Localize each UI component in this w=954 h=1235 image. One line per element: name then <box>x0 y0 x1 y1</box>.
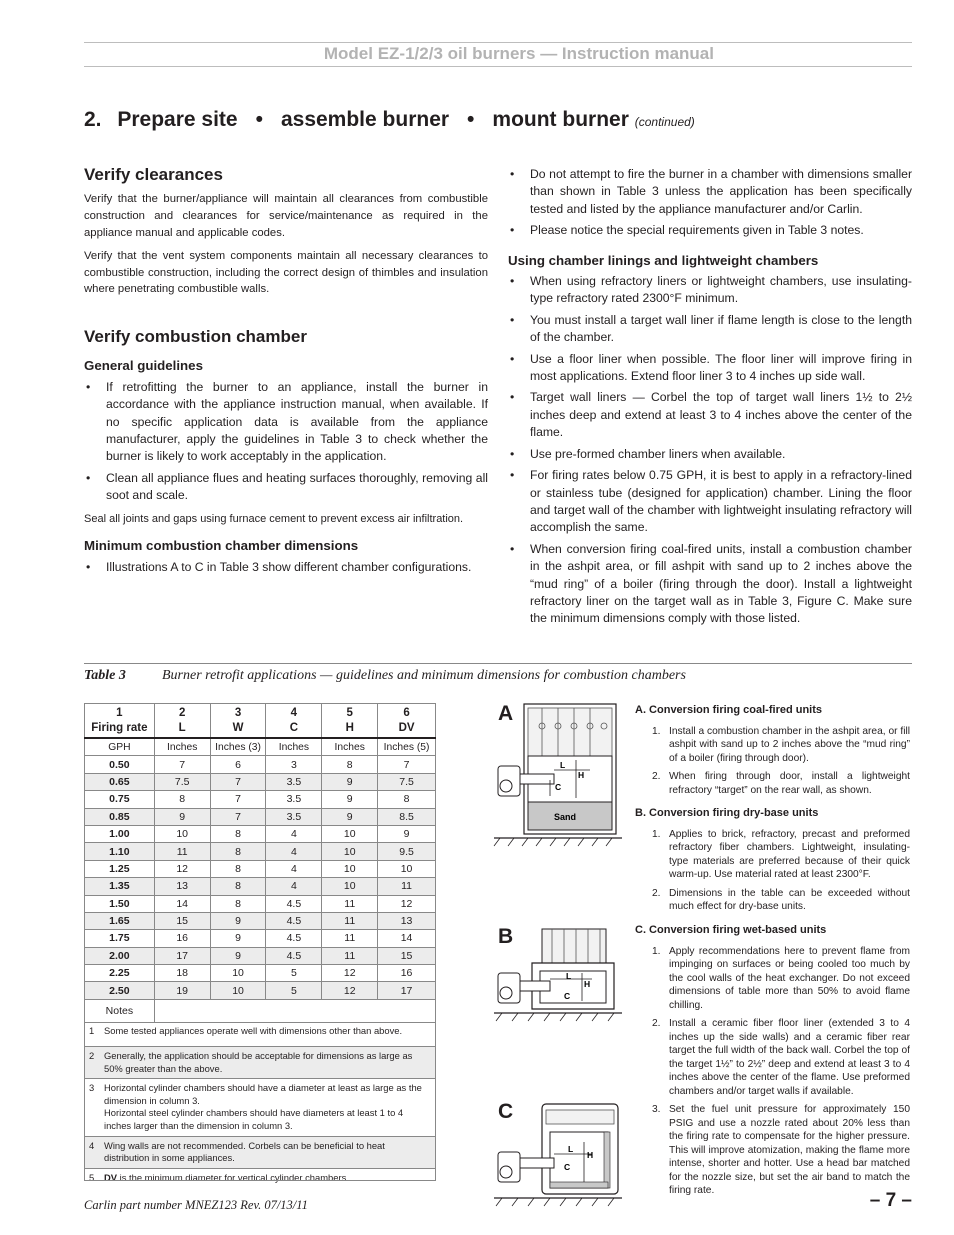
table-cell: 4.5 <box>266 895 322 912</box>
table-cell: 2.00 <box>85 947 155 964</box>
note-5: 5 DV is the minimum diameter for vertical cylinder chambers. <box>89 1171 349 1183</box>
table-cell: 8 <box>210 825 266 842</box>
table-header-cell: 5 H <box>322 704 378 739</box>
table-cell: 3.5 <box>266 808 322 825</box>
min-dimensions-list <box>84 559 488 576</box>
header-title: Model EZ-1/2/3 oil burners — Instruction manual <box>323 44 714 63</box>
list-item: • Target wall liners — Corbel the top of target wall liners 1½ to 2½ inches deep and extend at least 3 to 4 inches above the center of the flame. <box>508 389 912 441</box>
table-cell: 11 <box>322 947 378 964</box>
table-cell: 4 <box>266 843 322 860</box>
dim-label-l: L <box>568 1144 574 1154</box>
list-item: 1. Install a combustion chamber in the ashpit area, or fill ashpit with sand up to 2 inches above the “mud ring” of a boiler (firing through door). <box>652 725 910 764</box>
table-cell: 9 <box>210 947 266 964</box>
table-cell: 0.65 <box>85 773 155 790</box>
table-cell: 5 <box>266 982 322 999</box>
table-cell: 8 <box>210 878 266 895</box>
table-cell: 12 <box>154 860 210 877</box>
list-item: • If retrofitting the burner to an appliance, install the burner in accordance with the appliance instruction manual, when available. If no specific application data is available from the appliance manufacturer, apply the guidelines in Table 3 to check whether the burner is likely to work acceptably in the application. <box>84 379 488 466</box>
clearances-paragraph-1: Verify that the burner/appliance will maintain all clearances from combustible construction and clearances for service/maintenance as required in the appliance manual and applicable codes. <box>84 193 488 239</box>
section-part-1: Prepare site <box>117 108 238 131</box>
table-cell: 2.50 <box>85 982 155 999</box>
heading-min-dimensions: Minimum combustion chamber dimensions <box>84 538 359 554</box>
table-row <box>85 878 436 895</box>
table-cell: 6 <box>210 756 266 773</box>
dim-label-c: C <box>564 1162 571 1172</box>
note-3: 3 Horizontal cylinder chambers should have a diameter at least as large as the dimension in column 3. Horizontal steel cylinder chambers should have diameters at least 1 to 4 inches larger than the dimension in column 3. <box>84 1079 436 1136</box>
table-cell: 11 <box>322 912 378 929</box>
table-caption-text: Burner retrofit applications — guidelines and minimum dimensions for combustion chambers <box>162 668 686 683</box>
table-cell: 9 <box>210 912 266 929</box>
table-header-cell: 6 DV <box>378 704 436 739</box>
table-3 <box>84 703 436 1023</box>
figure-b-dry-base <box>492 925 624 1025</box>
table-notes-row <box>85 999 436 1022</box>
application-c <box>635 924 910 1204</box>
note-2: 2 Generally, the application should be acceptable for dimensions as large as 50% greater than the above. <box>84 1047 436 1079</box>
notes-blank <box>154 999 435 1022</box>
table-cell: 11 <box>322 895 378 912</box>
list-item: 2. Install a ceramic fiber floor liner (extended 3 to 4 inches up the side walls) and a ceramic fiber rear target the full width of the back wall. Corbel the top of the target 1½” to 2½” deep and extend at least 3 to 4 inches above the center of the flame. Use preformed chambers and/or target walls if available. <box>652 1018 910 1097</box>
table-cell: 8 <box>210 860 266 877</box>
dim-label-h: H <box>578 770 585 780</box>
clearances-paragraph-2: Verify that the vent system components maintain all necessary clearances to combustible construction, including the correct design of thimbles and insulation where penetrating combustible walls. <box>84 250 488 296</box>
table-cell: Inches (5) <box>378 738 436 756</box>
table-cell: 9 <box>322 791 378 808</box>
table-label: Table 3 <box>84 668 126 683</box>
table-cell: 8 <box>322 756 378 773</box>
table-cell: 11 <box>154 843 210 860</box>
table-cell: 11 <box>322 930 378 947</box>
table-cell: 16 <box>154 930 210 947</box>
table-cell: 10 <box>210 982 266 999</box>
table-cell: 13 <box>154 878 210 895</box>
table-row <box>85 756 436 773</box>
application-a-list <box>635 725 910 798</box>
table-cell: 9 <box>210 930 266 947</box>
table-cell: 9 <box>322 773 378 790</box>
table-cell: 7 <box>378 756 436 773</box>
table-row <box>85 860 436 877</box>
list-item: • Use pre-formed chamber liners when available. <box>508 446 912 463</box>
table-cell: 1.65 <box>85 912 155 929</box>
figure-letter-b: B <box>498 925 514 948</box>
list-item: • Clean all appliance flues and heating surfaces thoroughly, removing all soot and scale. <box>84 470 488 505</box>
table-cell: 9 <box>378 825 436 842</box>
table-cell: 4 <box>266 860 322 877</box>
table-cell: 7 <box>210 773 266 790</box>
table-units-row <box>85 738 436 756</box>
header-rule-top <box>84 42 912 43</box>
table-cell: 7.5 <box>154 773 210 790</box>
section-part-2: assemble burner <box>280 108 450 131</box>
list-item: • You must install a target wall liner if flame length is close to the length of the chamber. <box>508 312 912 347</box>
table-cell: Inches <box>266 738 322 756</box>
table-cell: 1.25 <box>85 860 155 877</box>
table-caption <box>84 668 686 684</box>
dim-label-c: C <box>564 991 571 1001</box>
table-cell: 14 <box>378 930 436 947</box>
table-cell: 4.5 <box>266 947 322 964</box>
left-column <box>84 166 488 580</box>
part-number: Carlin part number MNEZ123 Rev. 07/13/11 <box>84 1198 308 1212</box>
table-cell: 12 <box>378 895 436 912</box>
page-number: – 7 – <box>869 1190 912 1211</box>
general-guidelines-list <box>84 379 488 505</box>
table-row <box>85 843 436 860</box>
table-row <box>85 825 436 842</box>
heading-general-guidelines: General guidelines <box>84 358 203 374</box>
table-cell: 4 <box>266 878 322 895</box>
table-cell: 5 <box>266 965 322 982</box>
table-cell: 1.00 <box>85 825 155 842</box>
table-cell: 10 <box>210 965 266 982</box>
table-cell: Inches <box>322 738 378 756</box>
table-cell: 4.5 <box>266 912 322 929</box>
right-column <box>508 166 912 632</box>
table-cell: 8 <box>154 791 210 808</box>
table-cell: 8 <box>378 791 436 808</box>
figure-letter-a: A <box>498 702 514 725</box>
table-header-cell: 3 W <box>210 704 266 739</box>
table-row <box>85 912 436 929</box>
note-4: 4 Wing walls are not recommended. Corbels can be beneficial to heat distribution in some appliances. <box>84 1137 436 1169</box>
application-c-list <box>635 945 910 1198</box>
section-part-3: mount burner <box>492 108 629 131</box>
table-cell: 10 <box>322 878 378 895</box>
table-rule <box>84 663 912 664</box>
dim-label-h: H <box>584 979 591 989</box>
table-header-row <box>85 704 436 739</box>
table-cell: 2.25 <box>85 965 155 982</box>
list-item: • When conversion firing coal-fired units, install a combustion chamber in the ashpit area, or fill ashpit with sand up to 2 inches above the “mud ring” of a boiler (firing through the door). Install a lightweight refractory liner on the target wall as in Table 3, Figure C. Make sure the minimum dimensions comply with those listed. <box>508 541 912 628</box>
list-item: • For firing rates below 0.75 GPH, it is best to apply in a refractory-lined or stainless tube (designed for application) chamber. Lining the floor and target wall of the chamber with lightweight insulating refractory will accomplish the same. <box>508 467 912 537</box>
application-a-title: A. Conversion firing coal-fired units <box>635 704 823 716</box>
application-c-title: C. Conversion firing wet-based units <box>635 924 827 936</box>
list-item: • Illustrations A to C in Table 3 show different chamber configurations. <box>84 559 488 576</box>
list-item: • Do not attempt to fire the burner in a chamber with dimensions smaller than shown in Table 3 unless the application has been specifically tested and listed by the appliance manufacturer and/or Carlin. <box>508 166 912 218</box>
table-cell: 8 <box>210 843 266 860</box>
table-cell: 16 <box>378 965 436 982</box>
heading-chamber-linings: Using chamber linings and lightweight chambers <box>508 252 819 268</box>
application-a <box>635 704 910 803</box>
table-cell: 15 <box>154 912 210 929</box>
sand-label: Sand <box>554 812 577 822</box>
dim-label-l: L <box>560 760 566 770</box>
table-cell: 9 <box>154 808 210 825</box>
table-cell: 11 <box>378 878 436 895</box>
table-row <box>85 808 436 825</box>
list-item: 3. Set the fuel unit pressure for approximately 150 PSIG and use a nozzle rated about 20% less than the firing rate to compensate for the higher pressure. This will improve atomization, making the flame more intense, shorter and hotter. Use a head bar matched for the nozzle size, but set the air band to match the firing rate. <box>652 1104 910 1196</box>
table-cell: 3 <box>266 756 322 773</box>
seal-joints-text: Seal all joints and gaps using furnace cement to prevent excess air infiltration. <box>84 512 464 525</box>
table-cell: 12 <box>322 965 378 982</box>
section-title: 2. Prepare site • assemble burner • mount burner (continued) <box>84 108 695 131</box>
table-cell: 18 <box>154 965 210 982</box>
figure-c-wet-based <box>492 1098 624 1213</box>
table-cell: 12 <box>322 982 378 999</box>
table-header-cell: 1 Firing rate <box>85 704 155 739</box>
list-item: 2. When firing through door, install a lightweight refractory “target” on the rear wall, as shown. <box>652 771 910 796</box>
heading-verify-chamber: Verify combustion chamber <box>84 326 307 346</box>
right-bullets <box>508 166 912 240</box>
table-cell: 10 <box>154 825 210 842</box>
table-row <box>85 791 436 808</box>
list-item: 1. Applies to brick, refractory, precast and preformed refractory fiber chambers. Lightweight, insulating-type materials are preferred because of their quick warm-up. Use material rated at least 2300°F. <box>652 828 910 880</box>
table-cell: 10 <box>322 825 378 842</box>
list-item: 2. Dimensions in the table can be exceeded without much effect for dry-base units. <box>652 887 910 912</box>
table-cell: 8.5 <box>378 808 436 825</box>
table-row <box>85 947 436 964</box>
table-cell: GPH <box>85 738 155 756</box>
list-item: • Please notice the special requirements given in Table 3 notes. <box>508 222 912 239</box>
table-cell: 4 <box>266 825 322 842</box>
table-cell: 19 <box>154 982 210 999</box>
table-cell: 14 <box>154 895 210 912</box>
heading-verify-clearances: Verify clearances <box>84 165 223 184</box>
table-cell: 8 <box>210 895 266 912</box>
figure-letter-c: C <box>498 1100 514 1123</box>
table-cell: 3.5 <box>266 773 322 790</box>
table-header-cell: 2 L <box>154 704 210 739</box>
table-cell: 7 <box>154 756 210 773</box>
dim-label-l: L <box>566 971 572 981</box>
table-cell: 7 <box>210 791 266 808</box>
table-cell: 10 <box>322 843 378 860</box>
note-1: 1 Some tested appliances operate well with dimensions other than above. <box>84 1022 436 1047</box>
linings-list <box>508 273 912 628</box>
table-cell: 0.75 <box>85 791 155 808</box>
table-cell: 1.35 <box>85 878 155 895</box>
table-cell: 15 <box>378 947 436 964</box>
list-item: • When using refractory liners or lightweight chambers, use insulating-type refractory rated 2300°F minimum. <box>508 273 912 308</box>
table-cell: 0.85 <box>85 808 155 825</box>
table-cell: 7 <box>210 808 266 825</box>
table-cell: 9 <box>322 808 378 825</box>
table-row <box>85 965 436 982</box>
table-header-cell: 4 C <box>266 704 322 739</box>
table-row <box>85 982 436 999</box>
table-cell: Inches <box>154 738 210 756</box>
table-cell: 3.5 <box>266 791 322 808</box>
application-b-list <box>635 828 910 914</box>
section-continued: (continued) <box>634 115 695 129</box>
table-cell: 7.5 <box>378 773 436 790</box>
table-cell: 1.10 <box>85 843 155 860</box>
table-row <box>85 895 436 912</box>
table-cell: 4.5 <box>266 930 322 947</box>
application-b <box>635 807 910 920</box>
notes-label: Notes <box>85 999 155 1022</box>
table-notes <box>84 1022 436 1187</box>
list-item: 1. Apply recommendations here to prevent flame from impinging on surfaces or being cooled too much by the cool walls of the heat exchanger. Do not exceed dimensions of table more than 50% to avoid flame chilling. <box>652 945 910 1011</box>
list-item: • Use a floor liner when possible. The floor liner will improve firing in most applications. Extend floor liner 3 to 4 inches up side wall. <box>508 351 912 386</box>
figure-a-coal-fired <box>492 700 624 855</box>
table-cell: 13 <box>378 912 436 929</box>
table-cell: Inches (3) <box>210 738 266 756</box>
table-cell: 9.5 <box>378 843 436 860</box>
table-cell: 17 <box>154 947 210 964</box>
table-cell: 1.50 <box>85 895 155 912</box>
table-row <box>85 930 436 947</box>
table-cell: 1.75 <box>85 930 155 947</box>
header-rule-bottom <box>84 66 912 67</box>
dim-label-h: H <box>587 1150 594 1160</box>
table-cell: 10 <box>378 860 436 877</box>
table-cell: 10 <box>322 860 378 877</box>
section-number: 2. <box>84 108 102 131</box>
application-b-title: B. Conversion firing dry-base units <box>635 807 819 819</box>
dim-label-c: C <box>555 782 562 792</box>
table-cell: 0.50 <box>85 756 155 773</box>
table-row <box>85 773 436 790</box>
table-cell: 17 <box>378 982 436 999</box>
